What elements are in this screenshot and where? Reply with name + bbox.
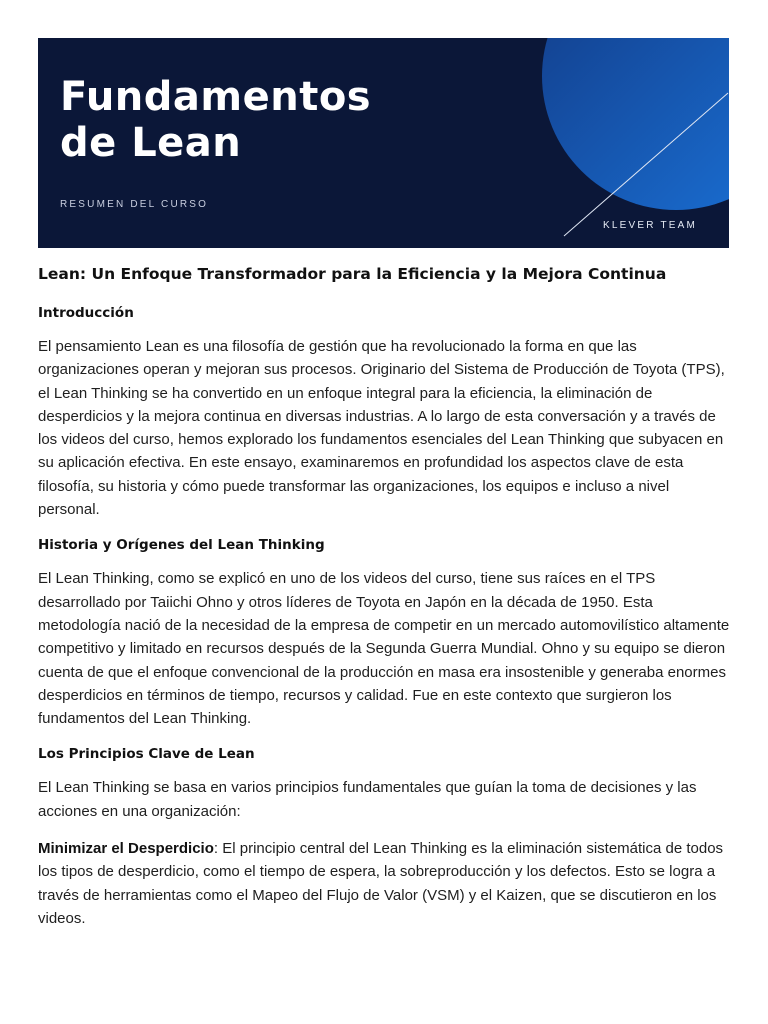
principle-item-waste [38, 837, 730, 930]
intro-paragraph: El pensamiento Lean es una filosofía de gestión que ha revolucionado la forma en que las organizaciones operan y mejoran sus procesos. Originario del Sistema de Producción de Toyota (TPS), el Lean Thinking se ha convertido en un enfoque integral para la eficiencia, la eliminación de desperdicios y la mejora continua en diversas industrias. A lo largo de esta conversación y a través de los videos del curso, hemos explorado los fundamentos esenciales del Lean Thinking que subyacen en su aplicación efectiva. En este ensayo, examinaremos en profundidad los aspectos clave de esta filosofía, su historia y cómo puede transformar las organizaciones, los equipos e incluso a nivel personal. [38, 338, 725, 519]
principles-paragraph: El Lean Thinking se basa en varios principios fundamentales que guían la toma de decisiones y las acciones en una organización: [38, 779, 697, 820]
document-body [38, 262, 730, 944]
cover-author: KLEVER TEAM [603, 220, 698, 231]
principles-heading: Los Principios Clave de Lean [38, 746, 255, 763]
cover-subtitle: RESUMEN DEL CURSO [60, 199, 209, 210]
cover-banner [38, 38, 729, 248]
history-paragraph: El Lean Thinking, como se explicó en uno de los videos del curso, tiene sus raíces en el TPS desarrollado por Taiichi Ohno y otros líderes de Toyota en Japón en la década de 1950. Esta metodología nació de la necesidad de la empresa de competir en un mercado automovilístico altamente competitivo y limitado en recursos después de la Segunda Guerra Mundial. Ohno y su equipo se dieron cuenta de que el enfoque convencional de la producción en masa era insostenible y generaba enormes desperdicios en términos de tiempo, recursos y calidad. Fue en este contexto que surgieron los fundamentos del Lean Thinking. [38, 570, 730, 728]
cover-title-line2: de Lean [60, 120, 242, 166]
document-title: Lean: Un Enfoque Transformador para la Eficiencia y la Mejora Continua [38, 265, 667, 283]
decorative-circle [542, 38, 729, 210]
principle-item-waste-text: : El principio central del Lean Thinking es la eliminación sistemática de todos los tipos de desperdicio, como el tiempo de espera, la sobreproducción y los defectos. Esto se logra a través de herramientas como el Mapeo del Flujo de Valor (VSM) y el Kaizen, que se discutieron en los videos. [38, 840, 724, 927]
intro-heading: Introducción [38, 305, 134, 321]
principle-item-waste-term: Minimizar el Desperdicio [38, 840, 214, 858]
cover-title-line1: Fundamentos [60, 74, 372, 120]
cover-title [60, 74, 371, 166]
history-heading: Historia y Orígenes del Lean Thinking [38, 537, 325, 554]
